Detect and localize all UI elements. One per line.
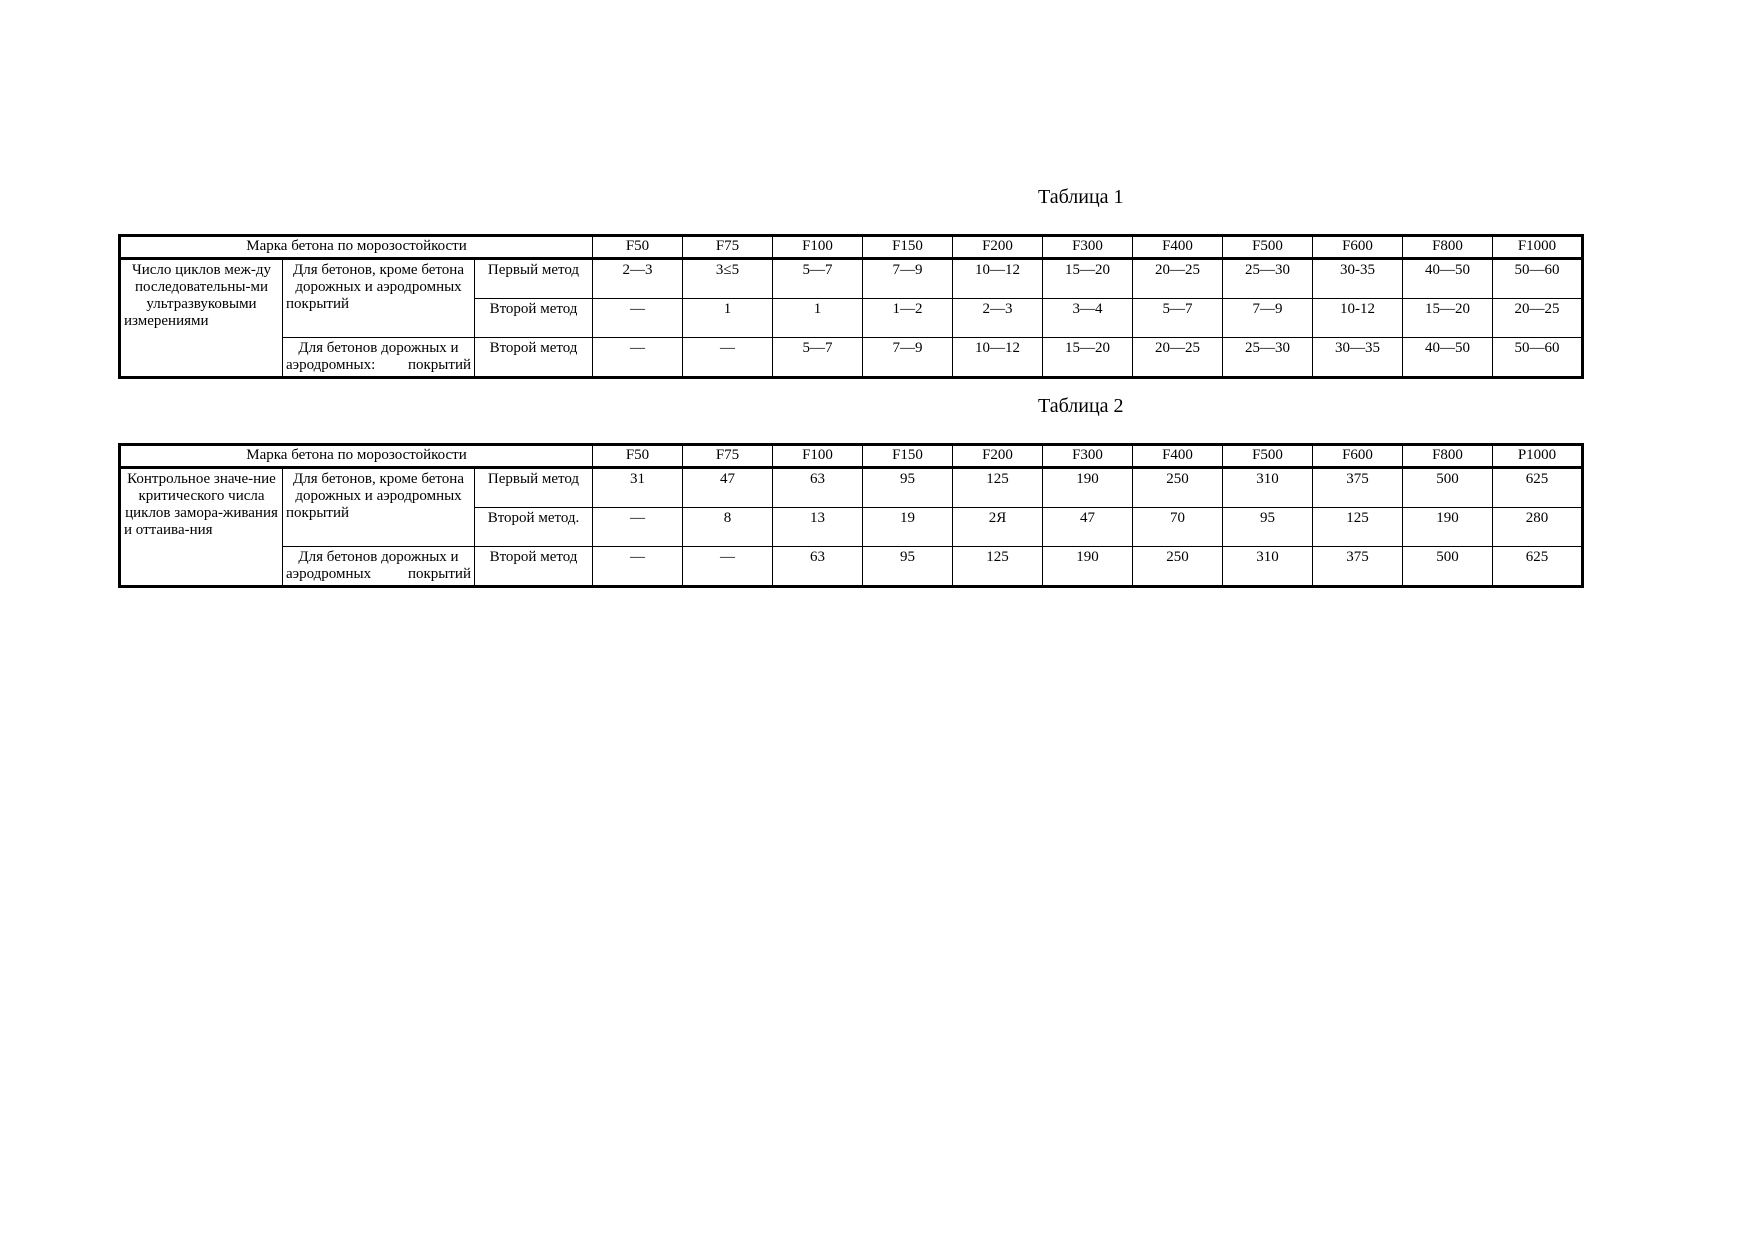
value-cell: 7—9	[863, 259, 953, 299]
grade-header: F50	[593, 445, 683, 468]
value-cell: 10—12	[953, 259, 1043, 299]
row-label: Число циклов меж-ду последовательны-ми ультразвуковыми измерениями	[120, 259, 283, 378]
table-row	[120, 259, 1583, 299]
category-cell: Для бетонов, кроме бетона дорожных и аэродромных покрытий	[283, 468, 475, 547]
value-cell: 625	[1493, 547, 1583, 587]
method-cell: Первый метод	[475, 259, 593, 299]
grade-header: F150	[863, 445, 953, 468]
value-cell: —	[683, 547, 773, 587]
value-cell: 625	[1493, 468, 1583, 508]
grade-header: F75	[683, 236, 773, 259]
grade-header: F150	[863, 236, 953, 259]
value-cell: 500	[1403, 547, 1493, 587]
value-cell: 40—50	[1403, 338, 1493, 378]
value-cell: 7—9	[863, 338, 953, 378]
row-label: Контрольное значе-ние критического числа циклов замора-живания и оттаива-ния	[120, 468, 283, 587]
value-cell: 1	[683, 299, 773, 338]
table-row	[120, 338, 1583, 378]
value-cell: 310	[1223, 547, 1313, 587]
value-cell: 250	[1133, 468, 1223, 508]
value-cell: 5—7	[773, 259, 863, 299]
value-cell: 25—30	[1223, 259, 1313, 299]
value-cell: 8	[683, 508, 773, 547]
value-cell: 15—20	[1043, 259, 1133, 299]
grade-header: F100	[773, 445, 863, 468]
value-cell: 15—20	[1403, 299, 1493, 338]
header-label: Марка бетона по морозостойкости	[120, 236, 593, 259]
value-cell: 95	[863, 547, 953, 587]
value-cell: 3≤5	[683, 259, 773, 299]
value-cell: 25—30	[1223, 338, 1313, 378]
value-cell: 1	[773, 299, 863, 338]
value-cell: 20—25	[1133, 338, 1223, 378]
value-cell: 30-35	[1313, 259, 1403, 299]
category-cell: Для бетонов, кроме бетона дорожных и аэродромных покрытий	[283, 259, 475, 338]
value-cell: —	[593, 508, 683, 547]
value-cell: 125	[953, 468, 1043, 508]
value-cell: 10—12	[953, 338, 1043, 378]
header-row	[120, 445, 1583, 468]
method-cell: Второй метод.	[475, 508, 593, 547]
value-cell: 1—2	[863, 299, 953, 338]
grade-header: F50	[593, 236, 683, 259]
grade-header: F600	[1313, 445, 1403, 468]
table-1	[118, 234, 1584, 379]
grade-header: F400	[1133, 445, 1223, 468]
value-cell: 2Я	[953, 508, 1043, 547]
header-row	[120, 236, 1583, 259]
value-cell: 500	[1403, 468, 1493, 508]
value-cell: —	[593, 547, 683, 587]
value-cell: 2—3	[593, 259, 683, 299]
value-cell: 95	[863, 468, 953, 508]
table-row	[120, 468, 1583, 508]
grade-header: F300	[1043, 236, 1133, 259]
value-cell: 310	[1223, 468, 1313, 508]
value-cell: 7—9	[1223, 299, 1313, 338]
grade-header: P1000	[1493, 445, 1583, 468]
value-cell: 5—7	[1133, 299, 1223, 338]
value-cell: 47	[1043, 508, 1133, 547]
value-cell: —	[683, 338, 773, 378]
value-cell: 40—50	[1403, 259, 1493, 299]
value-cell: 15—20	[1043, 338, 1133, 378]
method-cell: Второй метод	[475, 547, 593, 587]
value-cell: 31	[593, 468, 683, 508]
grade-header: F1000	[1493, 236, 1583, 259]
value-cell: 70	[1133, 508, 1223, 547]
value-cell: 125	[1313, 508, 1403, 547]
header-label: Марка бетона по морозостойкости	[120, 445, 593, 468]
value-cell: 19	[863, 508, 953, 547]
value-cell: —	[593, 299, 683, 338]
value-cell: 5—7	[773, 338, 863, 378]
grade-header: F800	[1403, 236, 1493, 259]
value-cell: 10-12	[1313, 299, 1403, 338]
value-cell: 95	[1223, 508, 1313, 547]
value-cell: 3—4	[1043, 299, 1133, 338]
value-cell: 50—60	[1493, 338, 1583, 378]
value-cell: 20—25	[1133, 259, 1223, 299]
table-2	[118, 443, 1584, 588]
value-cell: 250	[1133, 547, 1223, 587]
grade-header: F800	[1403, 445, 1493, 468]
value-cell: 190	[1043, 468, 1133, 508]
table-2-caption: Таблица 2	[1038, 395, 1124, 417]
method-cell: Второй метод	[475, 338, 593, 378]
table-row	[120, 547, 1583, 587]
grade-header: F200	[953, 236, 1043, 259]
table-1-caption: Таблица 1	[1038, 186, 1124, 208]
value-cell: 63	[773, 468, 863, 508]
value-cell: 190	[1043, 547, 1133, 587]
grade-header: F400	[1133, 236, 1223, 259]
value-cell: 375	[1313, 547, 1403, 587]
grade-header: F75	[683, 445, 773, 468]
category-cell: Для бетонов дорожных и аэродромных покрытий	[283, 547, 475, 587]
value-cell: 125	[953, 547, 1043, 587]
value-cell: 375	[1313, 468, 1403, 508]
value-cell: 50—60	[1493, 259, 1583, 299]
value-cell: 63	[773, 547, 863, 587]
method-cell: Второй метод	[475, 299, 593, 338]
value-cell: 30—35	[1313, 338, 1403, 378]
value-cell: 47	[683, 468, 773, 508]
grade-header: F500	[1223, 445, 1313, 468]
value-cell: 13	[773, 508, 863, 547]
value-cell: 2—3	[953, 299, 1043, 338]
value-cell: —	[593, 338, 683, 378]
grade-header: F500	[1223, 236, 1313, 259]
grade-header: F200	[953, 445, 1043, 468]
value-cell: 190	[1403, 508, 1493, 547]
method-cell: Первый метод	[475, 468, 593, 508]
grade-header: F300	[1043, 445, 1133, 468]
grade-header: F100	[773, 236, 863, 259]
value-cell: 20—25	[1493, 299, 1583, 338]
grade-header: F600	[1313, 236, 1403, 259]
category-cell: Для бетонов дорожных и аэродромных: покрытий	[283, 338, 475, 378]
value-cell: 280	[1493, 508, 1583, 547]
